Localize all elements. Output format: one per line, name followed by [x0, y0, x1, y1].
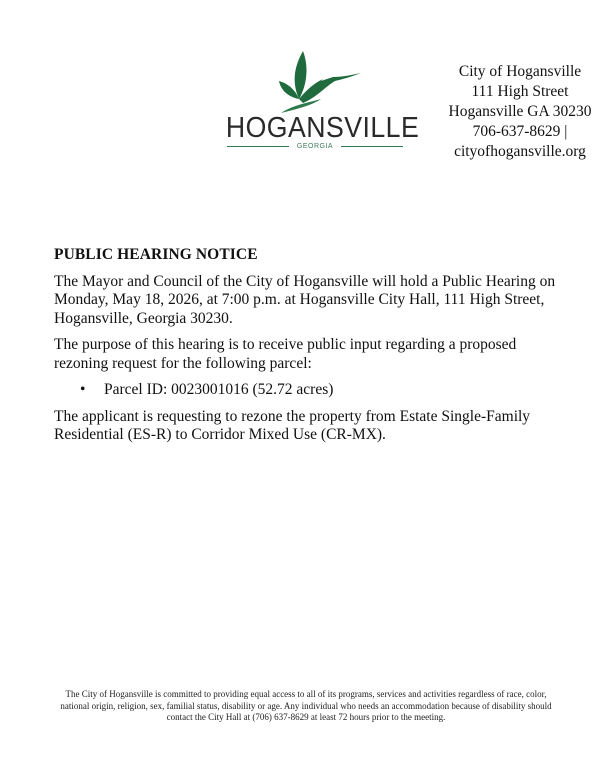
logo-subtitle	[215, 143, 415, 150]
notice-body	[54, 246, 559, 453]
equal-access-footer: The City of Hogansville is committed to providing equal access to all of its programs, services and activities regardless of race, color, national origin, religion, sex, familial status, disability or age. Any individual who needs an accommodation because of disability should contact the City Hall at (706) 637-8629 at least 72 hours prior to the meeting.	[60, 689, 552, 722]
notice-paragraph-purpose: The purpose of this hearing is to receive public input regarding a proposed rezoning request for the following parcel:	[54, 336, 517, 372]
logo-subtitle-text: GEORGIA	[296, 143, 334, 150]
divider	[227, 146, 289, 147]
notice-title: PUBLIC HEARING NOTICE	[54, 246, 258, 263]
city-address-block	[432, 62, 608, 162]
bullet-icon: •	[80, 381, 86, 398]
parcel-id-text: Parcel ID: 0023001016 (52.72 acres)	[104, 381, 334, 398]
hummingbird-leaf-icon	[273, 47, 363, 117]
notice-paragraph-hearing: The Mayor and Council of the City of Hogansville will hold a Public Hearing on Monday, May 18, 2026, at 7:00 p.m. at Hogansville City Hall, 111 High Street, Hogansville, Georgia 30230.	[54, 272, 556, 327]
address-website: cityofhogansville.org	[454, 143, 586, 160]
parcel-list	[54, 381, 559, 400]
address-line: 111 High Street	[471, 83, 569, 100]
divider	[341, 146, 403, 147]
address-line: City of Hogansville	[458, 63, 582, 80]
list-item	[80, 381, 559, 400]
address-phone: 706-637-8629 |	[472, 123, 568, 140]
notice-paragraph-rezoning: The applicant is requesting to rezone the property from Estate Single-Family Residential (ES-R) to Corridor Mixed Use (CR-MX).	[54, 407, 531, 443]
address-line: Hogansville GA 30230	[448, 103, 592, 120]
hogansville-logo	[215, 45, 420, 155]
logo-wordmark: HOGANSVILLE	[225, 112, 420, 144]
